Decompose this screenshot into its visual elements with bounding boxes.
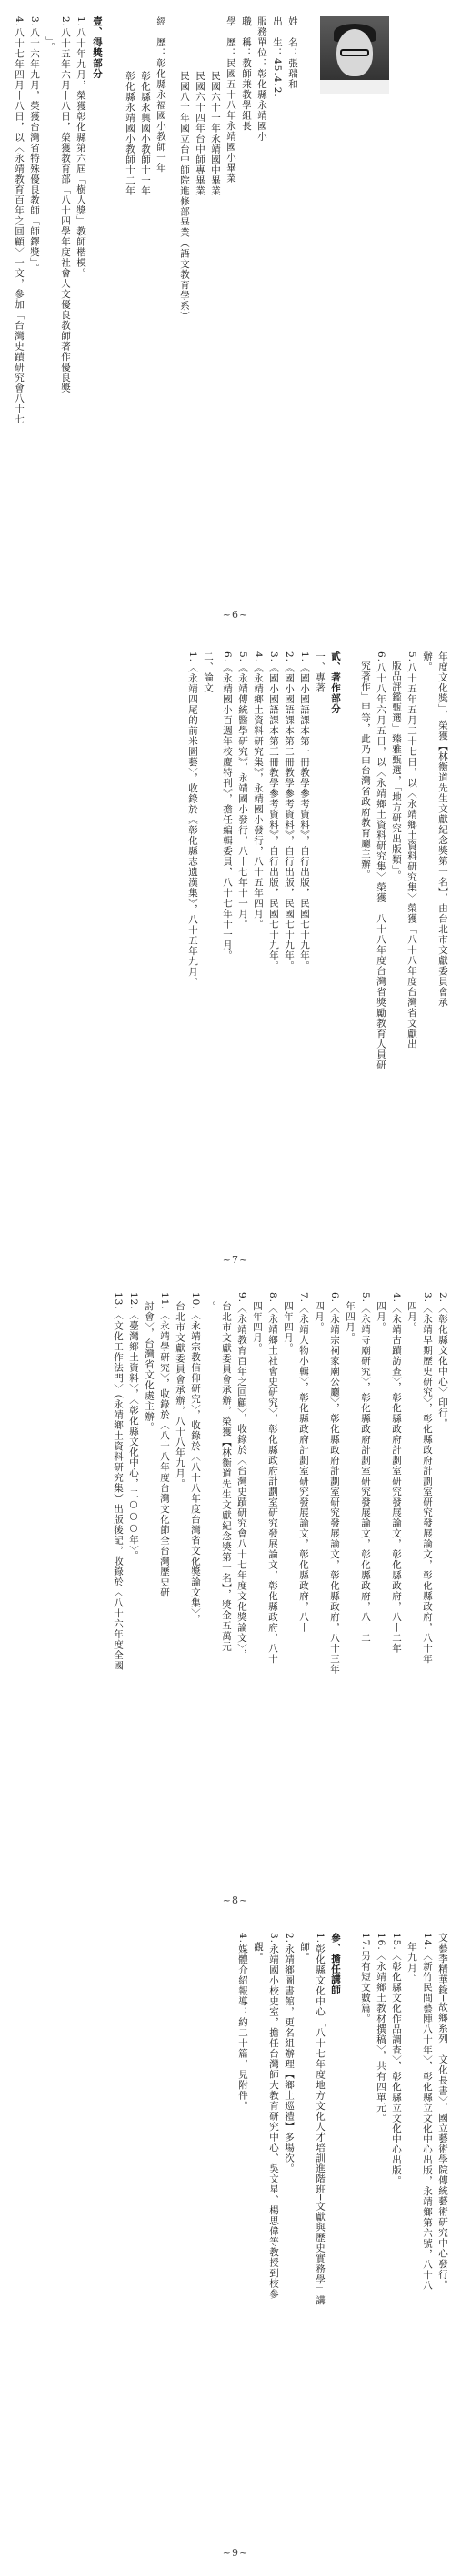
p8-line: 。 bbox=[205, 1301, 216, 1312]
award-1: 1.八十年九月，榮獲彰化縣第六屆「樹人獎」教師楷模。 bbox=[75, 16, 86, 279]
p8-line: 台北市文獻委員會承辦，榮獲【林衡道先生文獻紀念獎第一名】，獎金五萬元 bbox=[221, 1301, 232, 1652]
profile-name: 姓 名：張瑞和 bbox=[287, 16, 298, 90]
p8-line: 2.〈彰化縣文化中心〉印行。 bbox=[437, 1292, 448, 1429]
p8-line: 3.〈永靖早期歷史研究〉，彰化縣政府計劃室研究發展論文，彰化縣政府，八十年 bbox=[422, 1292, 433, 1665]
p8-line: 4.〈永靖古蹟訪查〉，彰化縣政府計劃室研究發展論文，彰化縣政府，八十二年 bbox=[391, 1292, 402, 1654]
p8-line: 6.〈永靖宗祠家廟公廳〉，彰化縣政府計劃室研究發展論文，彰化縣政府，八十三年 bbox=[329, 1292, 340, 1675]
p8-line: 四年四月。 bbox=[283, 1301, 294, 1354]
subsection-heading: 一、專著 bbox=[315, 651, 326, 693]
p7-line: 4.《永靖鄉土資料研究集》，永靖國小發行，八十五年四月。 bbox=[253, 651, 264, 930]
p8-line: 四月。 bbox=[376, 1301, 386, 1333]
profile-exp-3: 彰化縣永靖國小教師十二年 bbox=[125, 71, 135, 196]
profile-birth: 出 生：45.4.2. bbox=[272, 16, 283, 98]
profile-edu-2: 民國六十一年永靖國中畢業 bbox=[210, 71, 221, 196]
profile-edu-4: 民國八十年國立台中師院進修部畢業（語文教育學系） bbox=[179, 71, 190, 322]
p7-line: 辦。 bbox=[422, 651, 433, 672]
p7-line: 究著作」甲等，此乃由台灣省政府教育廳主辦。 bbox=[360, 661, 371, 880]
p8-line: 11.〈永靖學研究〉，收錄於〈八十八年度台灣文化節全台灣歷史研 bbox=[159, 1292, 170, 1598]
p7-line: 版品評鑑甄選」臻雅甄選，「地方研究出版類」。 bbox=[391, 661, 402, 881]
section-heading-lecturer: 參、擔任講師 bbox=[330, 1933, 341, 1995]
p8-line: 10.〈永靖宗教信仰研究〉，收錄於〈八十八年度台灣省文化獎論文集〉， bbox=[190, 1292, 201, 1625]
p9-line: 15.〈彰化縣文化作品調查〉，彰化縣立文化中心出版。 bbox=[391, 1933, 402, 2186]
p9-line: 16.〈永靖鄉土教材撰稿〉，共有四單元。 bbox=[376, 1933, 386, 2123]
page-8 bbox=[0, 1281, 471, 1917]
p7-line: 3.《國小國語課本第三冊教學參考資料》，自行出版，民國七十九年。 bbox=[268, 651, 279, 971]
p9-line: 2.永靖鄉圖書館，更名組辦理【鄉土巡禮】多場次。 bbox=[284, 1933, 295, 2174]
p8-line: 台北市文獻委員會承辦，八十八年九月。 bbox=[175, 1301, 185, 1489]
p8-line: 年四月。 bbox=[345, 1301, 356, 1343]
page-number: ~6~ bbox=[222, 609, 249, 621]
p8-line: 13.〈文化工作法門〉（永靖鄉土資料研究集）出版後記，收錄於〈八十六年度全國 bbox=[113, 1292, 124, 1671]
p8-line: 四月。 bbox=[406, 1301, 417, 1333]
p8-line: 討會〉，台灣省文化處主辦。 bbox=[144, 1301, 155, 1433]
page-9 bbox=[0, 1922, 471, 2576]
p8-line: 7.〈永靖人物小輯〉，彰化縣政府計劃室研究發展論文，彰化縣政府，八十 bbox=[298, 1292, 309, 1633]
page-7 bbox=[0, 641, 471, 1277]
p9-line: 觀。 bbox=[253, 1942, 264, 1963]
page-number: ~9~ bbox=[222, 2547, 249, 2559]
p7-line: 2.《國小國語課本第二冊教學參考資料》，自行出版，民國七十九年。 bbox=[284, 651, 295, 971]
section-heading-works: 貳、著作部分 bbox=[330, 651, 341, 714]
p8-line: 9.〈永靖教育百年之回顧〉，收錄於〈台灣史蹟研究會八十七年度文化獎論文〉， bbox=[236, 1292, 247, 1660]
p7-line: 年度文化獎」，榮獲【林衡道先生文獻紀念獎第一名】，由台北市文獻委員會承 bbox=[437, 651, 448, 1008]
p7-line: 1.《國小國語課本第一冊教學參考資料》，自行出版，民國七十九年。 bbox=[299, 651, 310, 971]
p9-line: 年九月。 bbox=[406, 1942, 417, 1984]
p8-line: 四月。 bbox=[314, 1301, 325, 1333]
p8-line: 四年四月。 bbox=[252, 1301, 263, 1354]
award-4: 4.八十七年四月十八日，以〈永靖教育百年之回顧〉一文，參加「台灣史蹟研究會八十七 bbox=[14, 16, 25, 425]
award-2-end: 」。 bbox=[45, 36, 55, 53]
profile-edu-1: 學 歷：民國五十八年永靖國小畢業 bbox=[225, 16, 236, 184]
page-6 bbox=[0, 0, 471, 636]
profile-unit: 服務單位：彰化縣永靖國小 bbox=[256, 16, 267, 142]
p7-line: 6.《永靖國小百週年校慶特刊》，擔任編輯委員，八十七年十一月。 bbox=[222, 651, 233, 961]
p8-line: 5.〈永靖寺廟研究〉，彰化縣政府計劃室研究發展論文，彰化縣政府，八十二 bbox=[360, 1292, 371, 1644]
award-3: 3.八十六年九月，榮獲台灣省特殊優良教師「師鐸獎」。 bbox=[29, 16, 40, 274]
subsection-heading: 二、論文 bbox=[203, 651, 214, 693]
profile-exp-2: 彰化縣永興國小教師十一年 bbox=[140, 71, 151, 196]
profile-exp-1: 經 歷：彰化縣永福國小教師一年 bbox=[155, 16, 166, 174]
p9-line: 師。 bbox=[299, 1942, 310, 1963]
p9-line: 1.彰化縣文化中心「八十七年度地方文化人才培訓進階班─文獻與歷史實務學」講 bbox=[315, 1933, 326, 2306]
p9-line: 文藝季精華錄─故鄉系列 文化長書〉，國立藝術學院傳統藝術研究中心發行。 bbox=[437, 1933, 448, 2291]
page-number: ~8~ bbox=[222, 1895, 249, 1906]
p8-line: 8.〈永靖鄉土社會史研究〉，彰化縣政府計劃室研究發展論文，彰化縣政府，八十 bbox=[267, 1292, 278, 1665]
p9-line: 3.永靖國小校史室，擔任台灣師大教育研究中心、吳文星、楊思偉等教授到校參 bbox=[268, 1933, 279, 2300]
page-number: ~7~ bbox=[222, 1254, 249, 1266]
author-photo bbox=[320, 16, 389, 94]
p9-line: 17.另有短文數篇。 bbox=[360, 1933, 371, 2024]
p7-line: 5.《永靖傳統醫學研究》，永靖國小發行，八十七年十一月。 bbox=[237, 651, 248, 930]
p7-line: 5.八十五年五月二十七日，以〈永靖鄉土資料研究集〉榮獲「八十八年度台灣省文獻出 bbox=[406, 651, 417, 1049]
p8-line: 12.〈臺灣鄉土資料〉，〈彰化縣文化中心，二○○○年〉。 bbox=[128, 1292, 139, 1561]
p7-line: 1.〈永靖四尾的前米圖藝〉，收錄於《彰化縣志遗漢集》，八十五年九月。 bbox=[187, 651, 198, 988]
p9-line: 14.〈新竹民間藝陣八十年〉，彰化縣立文化中心出版，永靖鄉第六號，八十八 bbox=[422, 1933, 433, 2291]
awards-heading: 壹、得獎部分 bbox=[92, 16, 103, 79]
award-2: 2.八十五年六月十八日，榮獲教育部「八十四學年度社會人文優良教師著作優良獎 bbox=[60, 16, 71, 393]
profile-title: 職 稱：教師兼教學組長 bbox=[241, 16, 252, 132]
p7-line: 6.八十八年六月五日，以〈永靖鄉土資料研究集〉榮獲「八十八年度台灣省獎勵教育人員研 bbox=[376, 651, 386, 1070]
p9-line: 4.媒體介紹報導：約二十篇，見附件。 bbox=[237, 1933, 248, 2112]
profile-edu-3: 民國六十四年台中師專畢業 bbox=[195, 71, 205, 196]
